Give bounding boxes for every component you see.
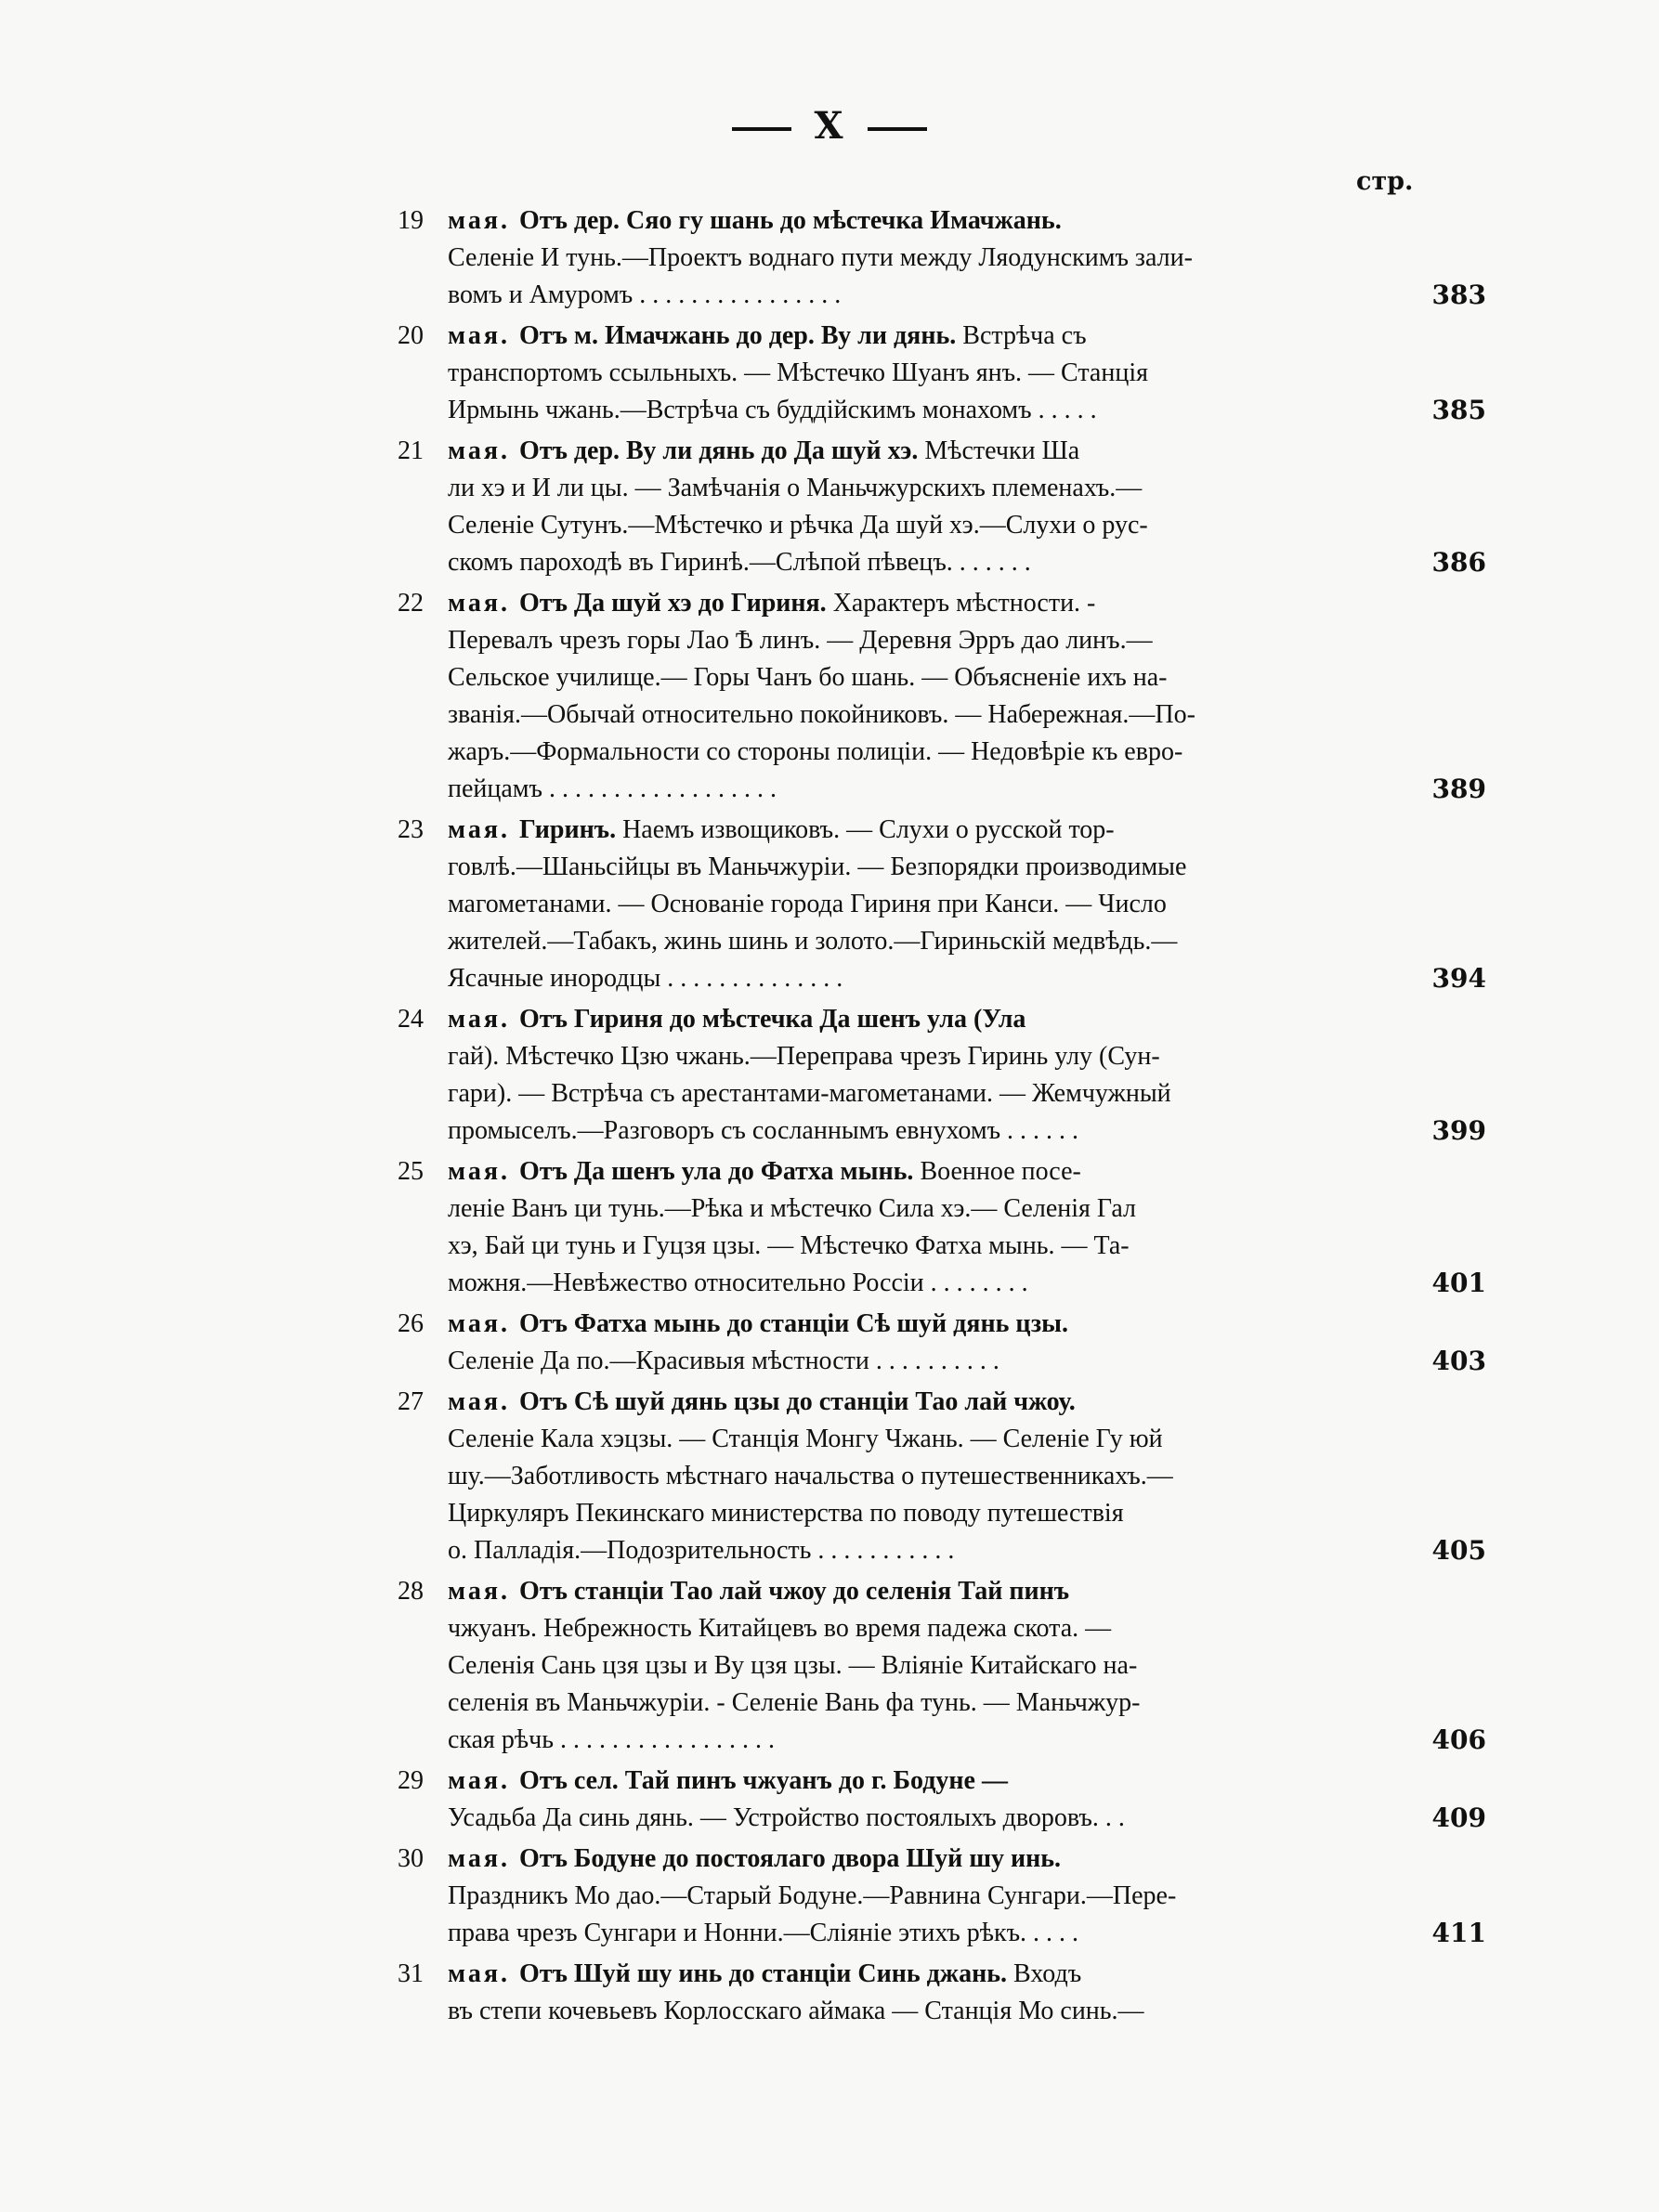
toc-entry — [398, 202, 1486, 314]
entry-title-line — [448, 1573, 1403, 1610]
toc-entry — [399, 1956, 1403, 2030]
entry-title: Отъ дер. Сяо гу шань до мѣстечка Имачжань. — [519, 206, 1062, 235]
toc-entry — [398, 1573, 1486, 1759]
entry-day: 20 — [398, 321, 424, 350]
entry-title: Отъ дер. Ву ли дянь до Да шуй хэ. — [519, 436, 919, 465]
entry-title: Гиринъ. — [519, 815, 617, 844]
entry-month: мая. — [448, 589, 520, 618]
entry-text — [448, 1573, 1403, 1759]
entry-page-number: 386 — [1431, 547, 1486, 578]
entry-title-tail: Встрѣча съ — [956, 321, 1087, 350]
entry-text — [448, 812, 1403, 997]
toc-entry — [398, 1763, 1486, 1837]
entry-line: жителей.—Табакъ, жинь шинь и золото.—Гириньскій медвѣдь.— — [448, 927, 1178, 956]
entry-title-line — [448, 1763, 1403, 1800]
entry-line: жаръ.—Формальности со стороны полиціи. — Недовѣріе къ евро- — [448, 737, 1183, 766]
entry-line: гай). Мѣстечко Цзю чжань.—Переправа чрезъ Гиринь улу (Сун- — [448, 1042, 1160, 1071]
entry-day: 21 — [398, 436, 424, 465]
entry-title-tail: Входъ — [1007, 1959, 1082, 1988]
entry-title-line — [448, 1384, 1403, 1421]
entry-page-number: 394 — [1431, 963, 1486, 994]
entry-title-line — [448, 1841, 1403, 1878]
entry-page-number: 401 — [1431, 1268, 1486, 1298]
entry-line: пейцамъ . . . . . . . . . . . . . . . . . . — [448, 774, 777, 803]
entry-text — [448, 1956, 1403, 2030]
entry-title: Отъ м. Имачжань до дер. Ву ли дянь. — [519, 321, 957, 350]
entry-line: Циркуляръ Пекинскаго министерства по поводу путешествія — [448, 1499, 1124, 1528]
entry-line: говлѣ.—Шаньсійцы въ Маньчжуріи. — Безпорядки производимые — [448, 852, 1187, 881]
header-dash-right — [868, 127, 927, 131]
entry-line: чжуанъ. Небрежность Китайцевъ во время падежа скота. — — [448, 1614, 1112, 1643]
toc-entry — [398, 1306, 1486, 1380]
entry-title-tail: Военное посе- — [913, 1157, 1081, 1186]
toc-entry — [398, 1384, 1486, 1569]
entry-day: 29 — [398, 1766, 424, 1795]
entry-title: Отъ Сѣ шуй дянь цзы до станціи Тао лай чжоу. — [519, 1387, 1076, 1416]
entry-day: 30 — [398, 1844, 424, 1873]
entry-title: Отъ Бодуне до постоялаго двора Шуй шу инь. — [519, 1844, 1062, 1873]
entry-title-line — [448, 1956, 1403, 1993]
entry-title-line — [448, 585, 1403, 622]
entry-text — [448, 318, 1403, 429]
entry-title-line — [448, 1153, 1403, 1191]
entry-line: промыселъ.—Разговоръ съ сосланнымъ евнухомъ . . . . . . — [448, 1116, 1079, 1145]
entry-text — [448, 1306, 1403, 1380]
entry-month: мая. — [448, 1844, 520, 1873]
entry-title-line — [448, 318, 1403, 355]
entry-title-line — [448, 1001, 1403, 1038]
entry-line: магометанами. — Основаніе города Гириня при Канси. — Число — [448, 890, 1167, 918]
entry-month: мая. — [448, 1005, 520, 1034]
toc-entry — [398, 812, 1486, 997]
page-roman-numeral: X — [814, 104, 845, 148]
entry-line: Селеніе И тунь.—Проектъ воднаго пути между Ляодунскимъ зали- — [448, 243, 1193, 272]
entry-title: Отъ сел. Тай пинъ чжуанъ до г. Бодуне — — [519, 1766, 1008, 1795]
entry-title-line — [448, 1306, 1403, 1343]
entry-month: мая. — [448, 206, 520, 235]
toc-entry — [398, 1841, 1486, 1952]
table-of-contents — [398, 202, 1486, 2034]
entry-month: мая. — [448, 1959, 520, 1988]
entry-day: 19 — [398, 206, 424, 235]
entry-text — [448, 1763, 1403, 1837]
entry-title-tail: Характеръ мѣстности. - — [826, 589, 1096, 618]
entry-line: леніе Ванъ ци тунь.—Рѣка и мѣстечко Сила хэ.— Селенія Гал — [448, 1194, 1137, 1223]
entry-page-number: 385 — [1431, 395, 1486, 425]
entry-page-number: 399 — [1431, 1115, 1486, 1146]
page-column-label: стр. — [1356, 167, 1414, 196]
entry-line: въ степи кочевьевъ Корлосскаго аймака — Станція Мо синь.— — [448, 1997, 1144, 2025]
entry-month: мая. — [448, 321, 520, 350]
toc-entry — [398, 318, 1486, 429]
entry-line: транспортомъ ссыльныхъ. — Мѣстечко Шуанъ янъ. — Станція — [448, 358, 1148, 387]
entry-line: Селеніе Сутунъ.—Мѣстечко и рѣчка Да шуй хэ.—Слухи о рус- — [448, 511, 1148, 540]
entry-day: 25 — [398, 1157, 424, 1186]
entry-title: Отъ станціи Тао лай чжоу до селенія Тай пинъ — [519, 1577, 1070, 1606]
entry-text — [448, 433, 1403, 581]
entry-month: мая. — [448, 1387, 520, 1416]
entry-day: 28 — [398, 1577, 424, 1606]
page-header — [0, 104, 1659, 148]
entry-line: Перевалъ чрезъ горы Лао Ѣ линъ. — Деревня Эрръ дао линъ.— — [448, 626, 1153, 655]
entry-title: Отъ Шуй шу инь до станціи Синь джань. — [519, 1959, 1008, 1988]
toc-entry — [398, 585, 1486, 808]
entry-text — [448, 202, 1403, 314]
entry-page-number: 411 — [1431, 1918, 1486, 1948]
entry-line: Усадьба Да синь дянь. — Устройство постоялыхъ дворовъ. . . — [448, 1803, 1125, 1832]
entry-line: Селеніе Кала хэцзы. — Станція Монгу Чжань. — Селеніе Гу юй — [448, 1425, 1163, 1453]
entry-line: гари). — Встрѣча съ арестантами-магометанами. — Жемчужный — [448, 1079, 1171, 1108]
entry-day: 26 — [398, 1309, 424, 1338]
entry-day: 31 — [398, 1959, 424, 1988]
entry-line: ли хэ и И ли цы. — Замѣчанія о Маньчжурскихъ племенахъ.— — [448, 474, 1143, 502]
entry-text — [448, 1153, 1403, 1302]
toc-entry — [398, 1001, 1486, 1150]
entry-title: Отъ Фатха мынь до станціи Сѣ шуй дянь цзы. — [519, 1309, 1068, 1338]
toc-entry — [398, 1153, 1486, 1302]
entry-title-line — [448, 433, 1403, 470]
entry-line: званія.—Обычай относительно покойниковъ. — Набережная.—По- — [448, 700, 1195, 729]
entry-month: мая. — [448, 1309, 520, 1338]
entry-title: Отъ Да шуй хэ до Гириня. — [519, 589, 827, 618]
toc-entry — [398, 433, 1486, 581]
entry-line: Селеніе Да по.—Красивыя мѣстности . . . . . . . . . . — [448, 1347, 999, 1375]
entry-line: Праздникъ Мо дао.—Старый Бодуне.—Равнина Сунгари.—Пере- — [448, 1881, 1177, 1910]
entry-title: Отъ Да шенъ ула до Фатха мынь. — [519, 1157, 914, 1186]
entry-line: хэ, Бай ци тунь и Гуцзя цзы. — Мѣстечко Фатха мынь. — Та- — [448, 1231, 1130, 1260]
entry-month: мая. — [448, 1157, 520, 1186]
entry-line: Селенія Сань цзя цзы и Ву цзя цзы. — Вліяніе Китайскаго на- — [448, 1651, 1138, 1680]
entry-line: права чрезъ Сунгари и Нонни.—Сліяніе этихъ рѣкъ. . . . . — [448, 1919, 1079, 1947]
entry-title-tail: Наемъ извощиковъ. — Слухи о русской тор- — [616, 815, 1115, 844]
entry-title-tail: Мѣстечки Ша — [918, 436, 1080, 465]
entry-month: мая. — [448, 1577, 520, 1606]
entry-line: Сельское училище.— Горы Чанъ бо шань. — Объясненіе ихъ на- — [448, 663, 1168, 692]
entry-page-number: 409 — [1431, 1802, 1486, 1833]
entry-line: шу.—Заботливость мѣстнаго начальства о путешественникахъ.— — [448, 1462, 1173, 1490]
entry-text — [448, 1384, 1403, 1569]
entry-line: о. Палладія.—Подозрительность . . . . . . . . . . . — [448, 1536, 955, 1565]
entry-title-line — [448, 812, 1403, 849]
entry-month: мая. — [448, 436, 520, 465]
entry-page-number: 406 — [1431, 1724, 1486, 1755]
entry-text — [448, 585, 1403, 808]
entry-month: мая. — [448, 815, 520, 844]
entry-day: 22 — [398, 589, 424, 618]
entry-text — [448, 1841, 1403, 1952]
entry-line: скомъ пароходѣ въ Гиринѣ.—Слѣпой пѣвецъ. . . . . . . — [448, 548, 1031, 577]
entry-line: можня.—Невѣжество относительно Россіи . . . . . . . . — [448, 1269, 1028, 1297]
entry-page-number: 383 — [1431, 280, 1486, 310]
entry-day: 27 — [398, 1387, 424, 1416]
entry-line: селенія въ Маньчжуріи. - Селеніе Вань фа тунь. — Маньчжур- — [448, 1688, 1141, 1717]
entry-line: вомъ и Амуромъ . . . . . . . . . . . . . . . . — [448, 280, 842, 309]
entry-title: Отъ Гириня до мѣстечка Да шенъ ула (Ула — [519, 1005, 1026, 1034]
entry-line: Ирмынь чжань.—Встрѣча съ буддійскимъ монахомъ . . . . . — [448, 396, 1097, 424]
entry-month: мая. — [448, 1766, 520, 1795]
entry-line: ская рѣчь . . . . . . . . . . . . . . . . . — [448, 1725, 775, 1754]
entry-page-number: 403 — [1431, 1346, 1486, 1376]
entry-day: 23 — [398, 815, 424, 844]
entry-page-number: 389 — [1431, 774, 1486, 804]
entry-title-line — [448, 202, 1403, 240]
entry-day: 24 — [398, 1005, 424, 1034]
entry-text — [448, 1001, 1403, 1150]
entry-page-number: 405 — [1431, 1535, 1486, 1566]
header-dash-left — [732, 127, 791, 131]
entry-line: Ясачные инородцы . . . . . . . . . . . . . . — [448, 964, 843, 993]
